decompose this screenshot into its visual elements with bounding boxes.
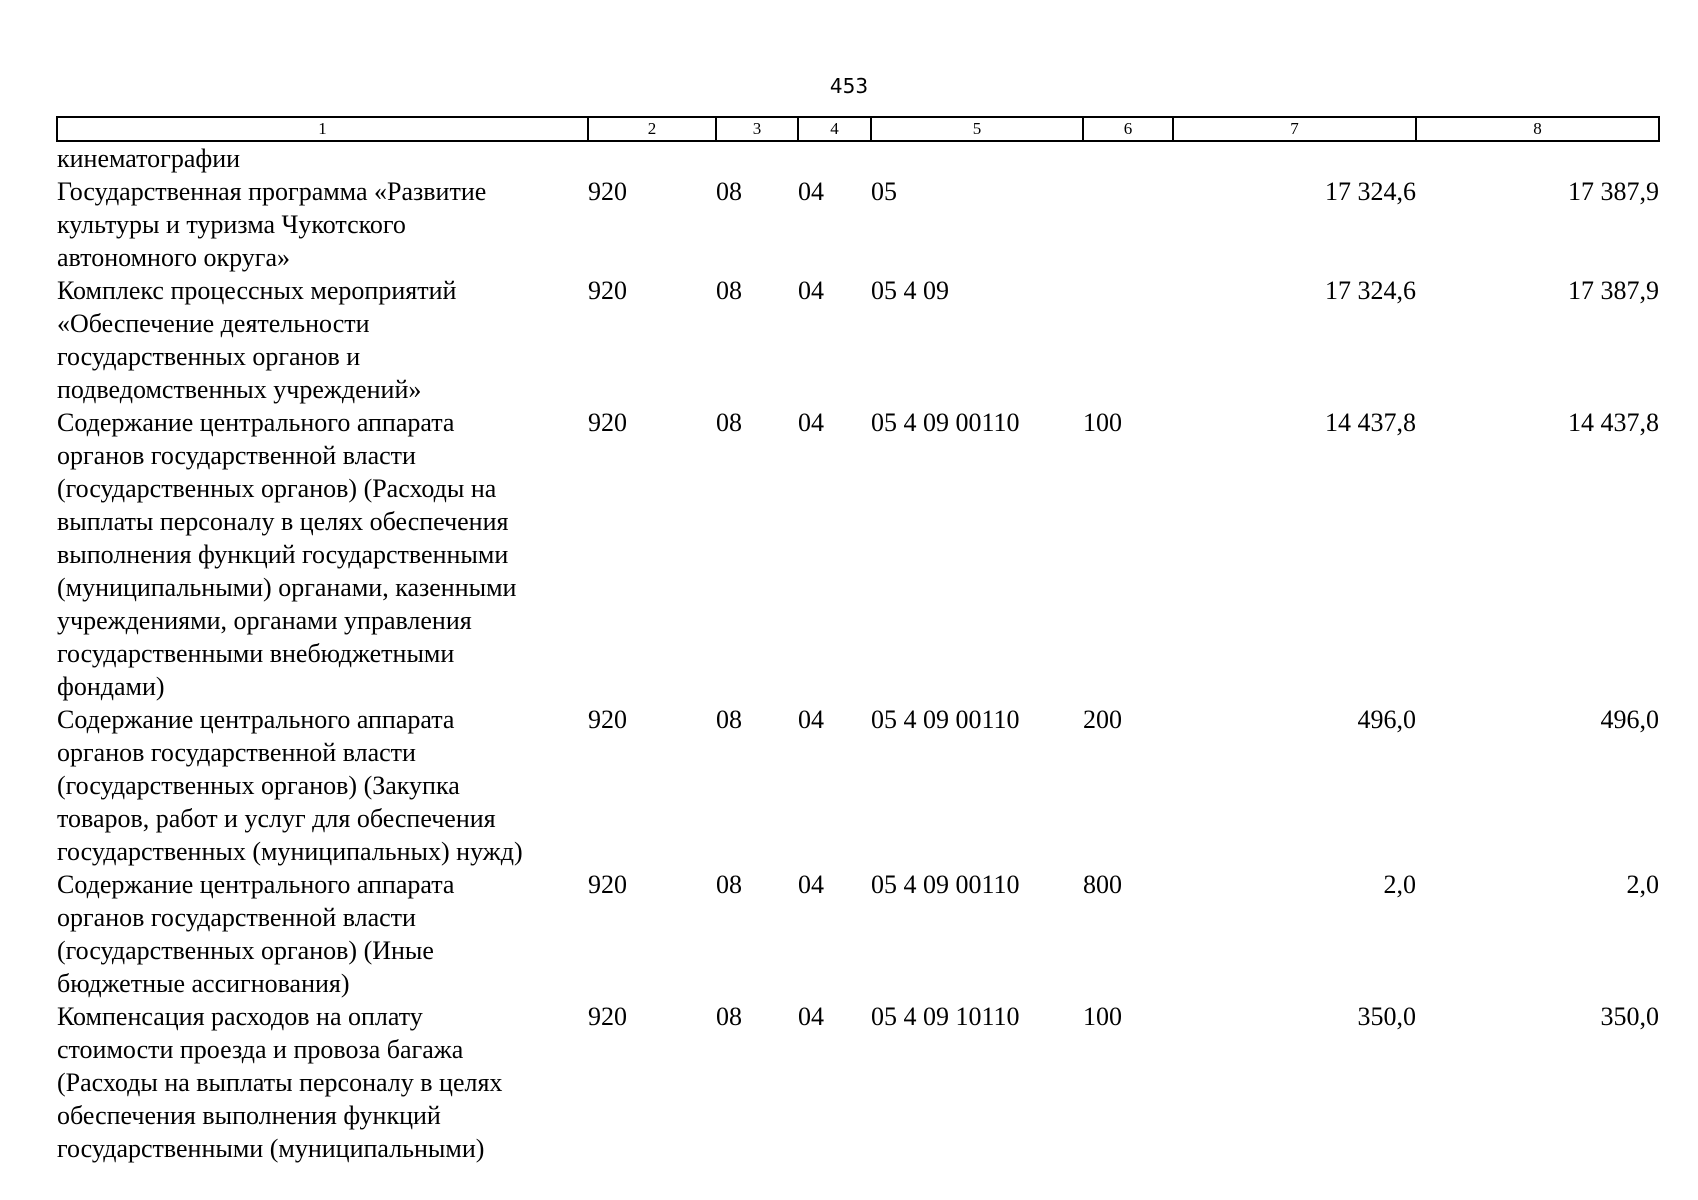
cell-target-article: 05 4 09 [871,276,949,305]
cell-subsection: 04 [798,177,824,206]
budget-table [56,116,1660,1165]
cell-amount-7 [1173,141,1416,175]
description-line: государственными внебюджетными [57,639,455,668]
cell-section: 08 [716,870,742,899]
column-number: 2 [588,117,716,141]
cell-amount-7: 350,0 [1357,1002,1416,1031]
description-line: стоимости проезда и провоза багажа [57,1035,464,1064]
description-line: кинематографии [57,144,241,173]
column-number: 4 [798,117,871,141]
column-number: 3 [716,117,798,141]
cell-amount-8: 17 387,9 [1568,276,1659,305]
cell-amount-8: 17 387,9 [1568,177,1659,206]
cell-amount-7: 17 324,6 [1325,276,1416,305]
cell-expense-type [1083,274,1173,406]
description-line: выплаты персоналу в целях обеспечения [57,507,509,536]
cell-target-article: 05 4 09 00110 [871,705,1020,734]
cell-amount-7: 2,0 [1383,870,1416,899]
description-line: Содержание центрального аппарата [57,870,455,899]
cell-expense-type: 200 [1083,705,1122,734]
column-number: 5 [871,117,1083,141]
description-line: Государственная программа «Развитие [57,177,487,206]
description-line: Компенсация расходов на оплату [57,1002,423,1031]
cell-section: 08 [716,705,742,734]
column-number-row [57,117,1659,141]
cell-expense-type [1083,175,1173,274]
description-line: «Обеспечение деятельности [57,309,370,338]
column-number: 1 [57,117,588,141]
cell-code: 920 [588,870,627,899]
description-line: органов государственной власти [57,441,416,470]
cell-expense-type: 800 [1083,870,1122,899]
description-line: Содержание центрального аппарата [57,705,455,734]
row-description [57,141,588,175]
column-number: 6 [1083,117,1173,141]
cell-amount-8 [1416,141,1659,175]
cell-code: 920 [588,408,627,437]
description-line: государственных (муниципальных) нужд) [57,837,523,866]
cell-section: 08 [716,408,742,437]
cell-section: 08 [716,177,742,206]
table-row [57,175,1659,274]
cell-amount-8: 2,0 [1626,870,1659,899]
cell-code [588,141,716,175]
cell-subsection: 04 [798,870,824,899]
row-description [57,703,588,868]
description-line: подведомственных учреждений» [57,375,422,404]
cell-amount-7: 496,0 [1357,705,1416,734]
cell-target-article: 05 4 09 00110 [871,870,1020,899]
row-description [57,406,588,703]
cell-target-article: 05 [871,177,897,206]
description-line: государственными (муниципальными) [57,1134,485,1163]
description-line: органов государственной власти [57,903,416,932]
description-line: товаров, работ и услуг для обеспечения [57,804,496,833]
column-number: 7 [1173,117,1416,141]
table-row [57,1000,1659,1165]
description-line: (Расходы на выплаты персоналу в целях [57,1068,503,1097]
description-line: выполнения функций государственными [57,540,509,569]
cell-subsection: 04 [798,276,824,305]
description-line: Содержание центрального аппарата [57,408,455,437]
cell-code: 920 [588,276,627,305]
cell-target-article: 05 4 09 10110 [871,1002,1020,1031]
cell-code: 920 [588,705,627,734]
cell-subsection: 04 [798,408,824,437]
description-line: (государственных органов) (Расходы на [57,474,497,503]
cell-subsection: 04 [798,705,824,734]
cell-code: 920 [588,1002,627,1031]
table-row [57,406,1659,703]
cell-target-article [871,141,1083,175]
description-line: органов государственной власти [57,738,416,767]
description-line: фондами) [57,672,165,701]
cell-amount-8: 350,0 [1600,1002,1659,1031]
table-row [57,141,1659,175]
column-number: 8 [1416,117,1659,141]
cell-target-article: 05 4 09 00110 [871,408,1020,437]
cell-subsection: 04 [798,1002,824,1031]
table-row [57,274,1659,406]
cell-section: 08 [716,1002,742,1031]
description-line: учреждениями, органами управления [57,606,472,635]
row-description [57,1000,588,1165]
cell-amount-8: 496,0 [1600,705,1659,734]
description-line: (муниципальными) органами, казенными [57,573,517,602]
cell-section: 08 [716,276,742,305]
description-line: государственных органов и [57,342,361,371]
table-row [57,868,1659,1000]
table-row [57,703,1659,868]
row-description [57,274,588,406]
row-description [57,868,588,1000]
description-line: автономного округа» [57,243,290,272]
cell-amount-7: 14 437,8 [1325,408,1416,437]
cell-subsection [798,141,871,175]
cell-amount-7: 17 324,6 [1325,177,1416,206]
cell-code: 920 [588,177,627,206]
cell-expense-type: 100 [1083,408,1122,437]
row-description [57,175,588,274]
description-line: Комплекс процессных мероприятий [57,276,457,305]
cell-section [716,141,798,175]
description-line: обеспечения выполнения функций [57,1101,441,1130]
cell-amount-8: 14 437,8 [1568,408,1659,437]
description-line: (государственных органов) (Иные [57,936,434,965]
cell-expense-type: 100 [1083,1002,1122,1031]
description-line: бюджетные ассигнования) [57,969,350,998]
cell-expense-type [1083,141,1173,175]
description-line: (государственных органов) (Закупка [57,771,460,800]
description-line: культуры и туризма Чукотского [57,210,406,239]
page-number: 453 [829,74,869,98]
